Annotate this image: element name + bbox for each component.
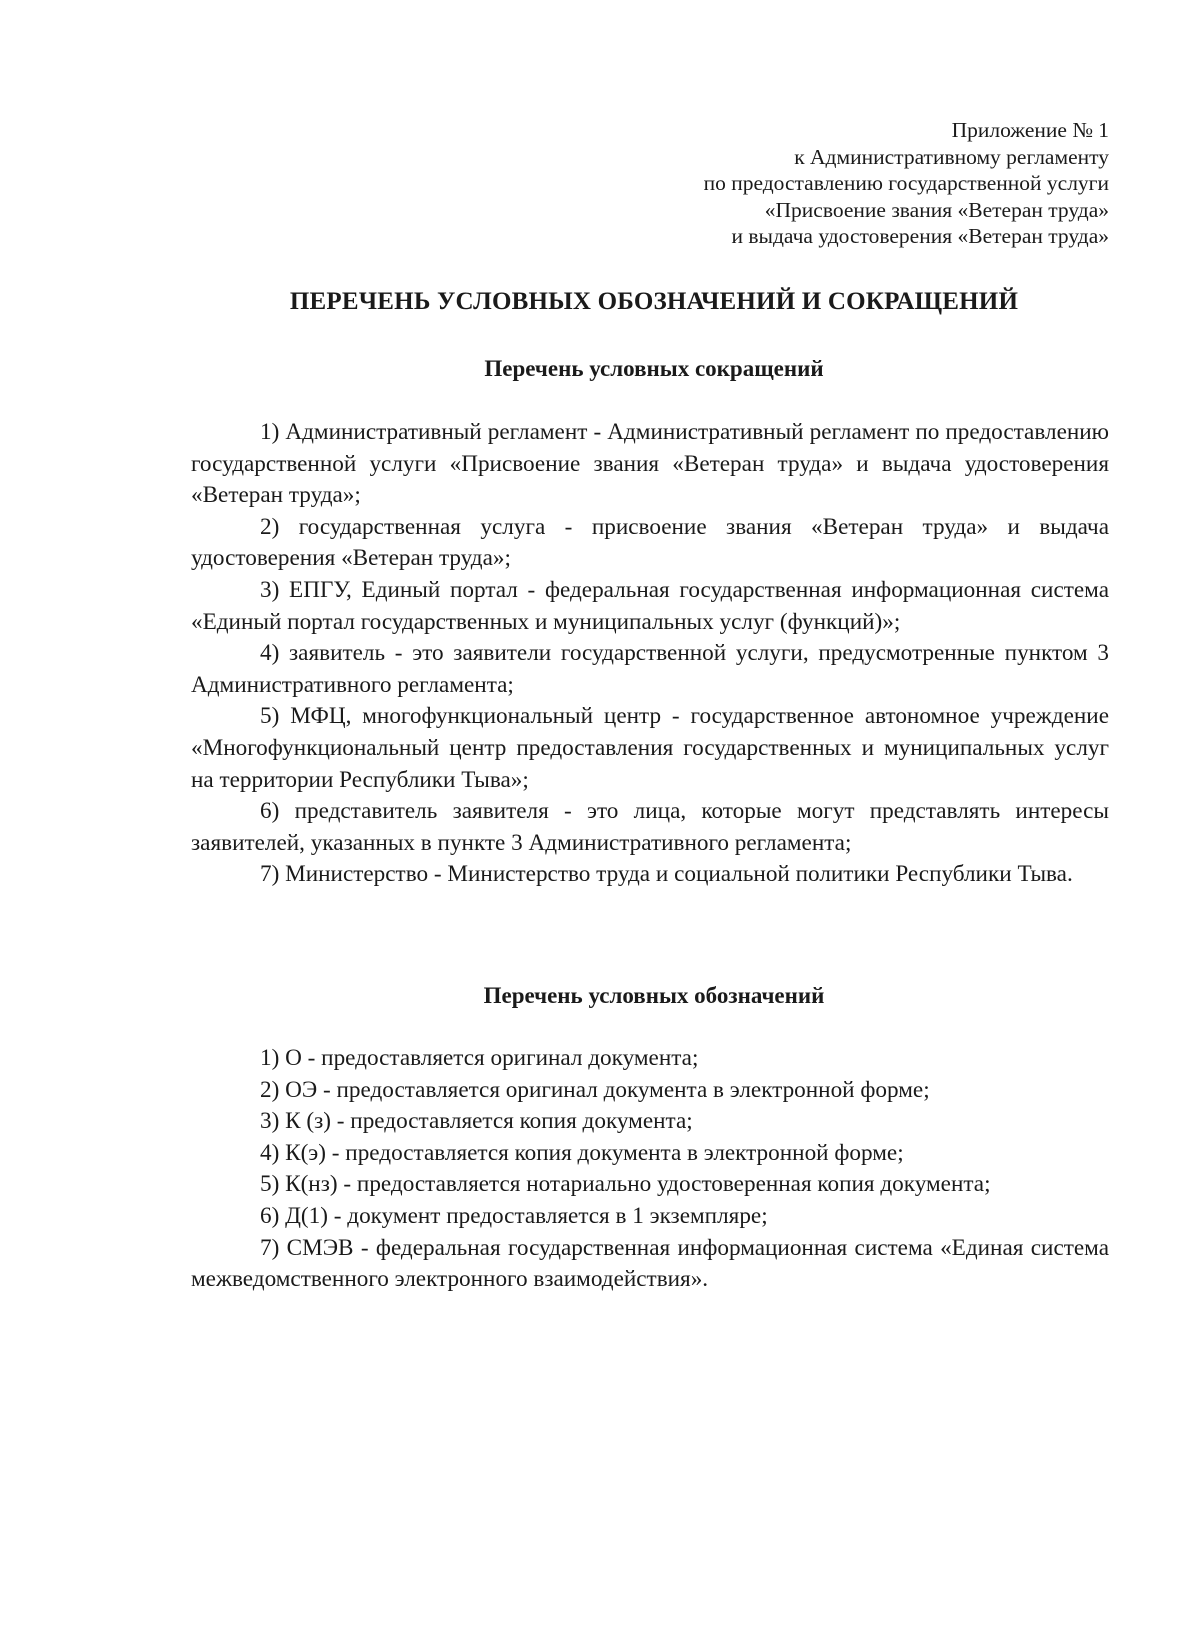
- symbols-title: Перечень условных обозначений: [483, 983, 825, 1008]
- document-title: ПЕРЕЧЕНЬ УСЛОВНЫХ ОБОЗНАЧЕНИЙ И СОКРАЩЕНИЙ: [289, 288, 1019, 315]
- abbreviation-item: 5) МФЦ, многофункциональный центр - государственное автономное учреждение «Многофункциональный центр предоставления государственных и муниципальных услуг на территории Республики Тыва»;: [191, 703, 1109, 793]
- symbol-item: 5) К(нз) - предоставляется нотариально удостоверенная копия документа;: [260, 1171, 991, 1198]
- abbreviation-item: 6) представитель заявителя - это лица, которые могут представлять интересы заявителей, указанных в пункте 3 Административного регламента;: [191, 798, 1109, 856]
- abbreviation-item: 7) Министерство - Министерство труда и социальной политики Республики Тыва.: [260, 861, 1073, 888]
- abbreviation-item: 3) ЕПГУ, Единый портал - федеральная государственная информационная система «Единый портал государственных и муниципальных услуг (функций)»;: [191, 576, 1109, 635]
- appendix-line: по предоставлению государственной услуги: [703, 171, 1109, 195]
- symbol-item: 4) К(э) - предоставляется копия документа в электронной форме;: [260, 1139, 904, 1166]
- abbreviation-item: 4) заявитель - это заявители государственной услуги, предусмотренные пунктом 3 Административного регламента;: [191, 640, 1109, 698]
- abbreviation-item: 2) государственная услуга - присвоение звания «Ветеран труда» и выдача удостоверения «Ветеран труда»;: [191, 513, 1109, 572]
- symbol-item: 2) ОЭ - предоставляется оригинал документа в электронной форме;: [260, 1076, 930, 1103]
- abbreviations-list: [191, 417, 1109, 891]
- abbreviations-title: Перечень условных сокращений: [484, 356, 824, 381]
- symbols-list: [191, 1043, 1109, 1296]
- symbol-item: 6) Д(1) - документ предоставляется в 1 экземпляре;: [260, 1202, 768, 1229]
- appendix-line: Приложение № 1: [951, 118, 1109, 142]
- symbol-item: 3) К (з) - предоставляется копия документа;: [260, 1108, 693, 1135]
- appendix-line: и выдача удостоверения «Ветеран труда»: [731, 224, 1109, 248]
- appendix-line: к Административному регламенту: [794, 144, 1109, 169]
- symbol-item: 1) О - предоставляется оригинал документа;: [260, 1045, 699, 1071]
- abbreviation-item: 1) Административный регламент - Административный регламент по предоставлению государственной услуги «Присвоение звания «Ветеран труда» и выдача удостоверения «Ветеран труда»;: [191, 419, 1109, 509]
- symbol-item: 7) СМЭВ - федеральная государственная информационная система «Единая система межведомственного электронного взаимодействия».: [191, 1234, 1109, 1293]
- appendix-line: «Присвоение звания «Ветеран труда»: [764, 197, 1109, 222]
- appendix-header: [704, 117, 1109, 250]
